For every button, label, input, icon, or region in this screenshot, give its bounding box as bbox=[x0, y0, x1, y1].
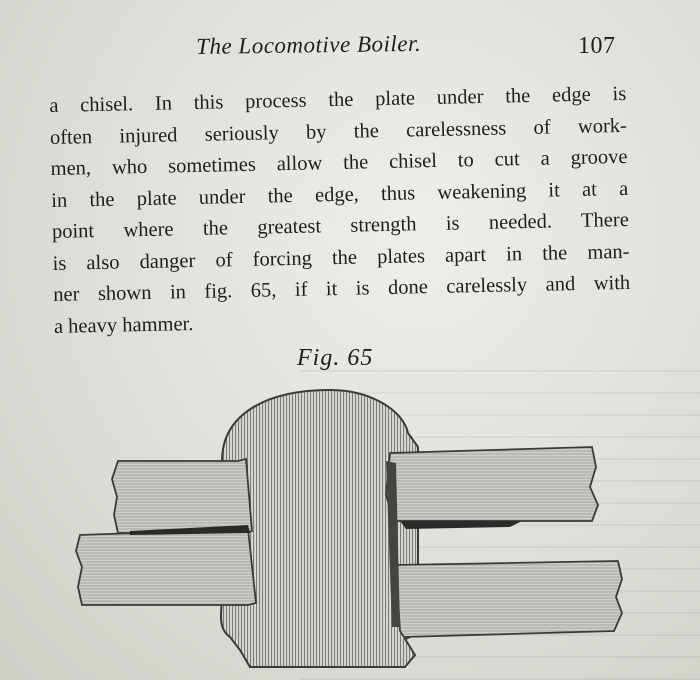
page-number: 107 bbox=[578, 33, 616, 59]
text-line: point where the greatest strength is needed. There bbox=[51, 208, 630, 243]
text-line: is also danger of forcing the plates apart in the man- bbox=[52, 240, 630, 275]
text-line: in the plate under the edge, thus weakening it at a bbox=[51, 177, 629, 212]
text-line: a heavy hammer. bbox=[53, 312, 194, 338]
lower-right-plate bbox=[396, 561, 622, 637]
text-line: a chisel. In this process the plate under the edge is bbox=[49, 82, 627, 117]
right-seam-gap bbox=[400, 521, 522, 529]
figure-caption: Fig. 65 bbox=[297, 345, 374, 371]
text-line: ner shown in fig. 65, if it is done carelessly and with bbox=[53, 271, 631, 306]
riveted-seam-illustration bbox=[70, 375, 630, 675]
running-head-title: The Locomotive Boiler. bbox=[196, 30, 422, 59]
upper-right-plate bbox=[386, 447, 598, 521]
body-paragraph bbox=[49, 79, 644, 343]
text-line: often injured seriously by the carelessness of work- bbox=[49, 114, 628, 149]
upper-left-plate bbox=[112, 459, 252, 533]
text-line: men, who sometimes allow the chisel to cut a groove bbox=[50, 145, 628, 180]
lower-left-plate bbox=[76, 529, 256, 605]
